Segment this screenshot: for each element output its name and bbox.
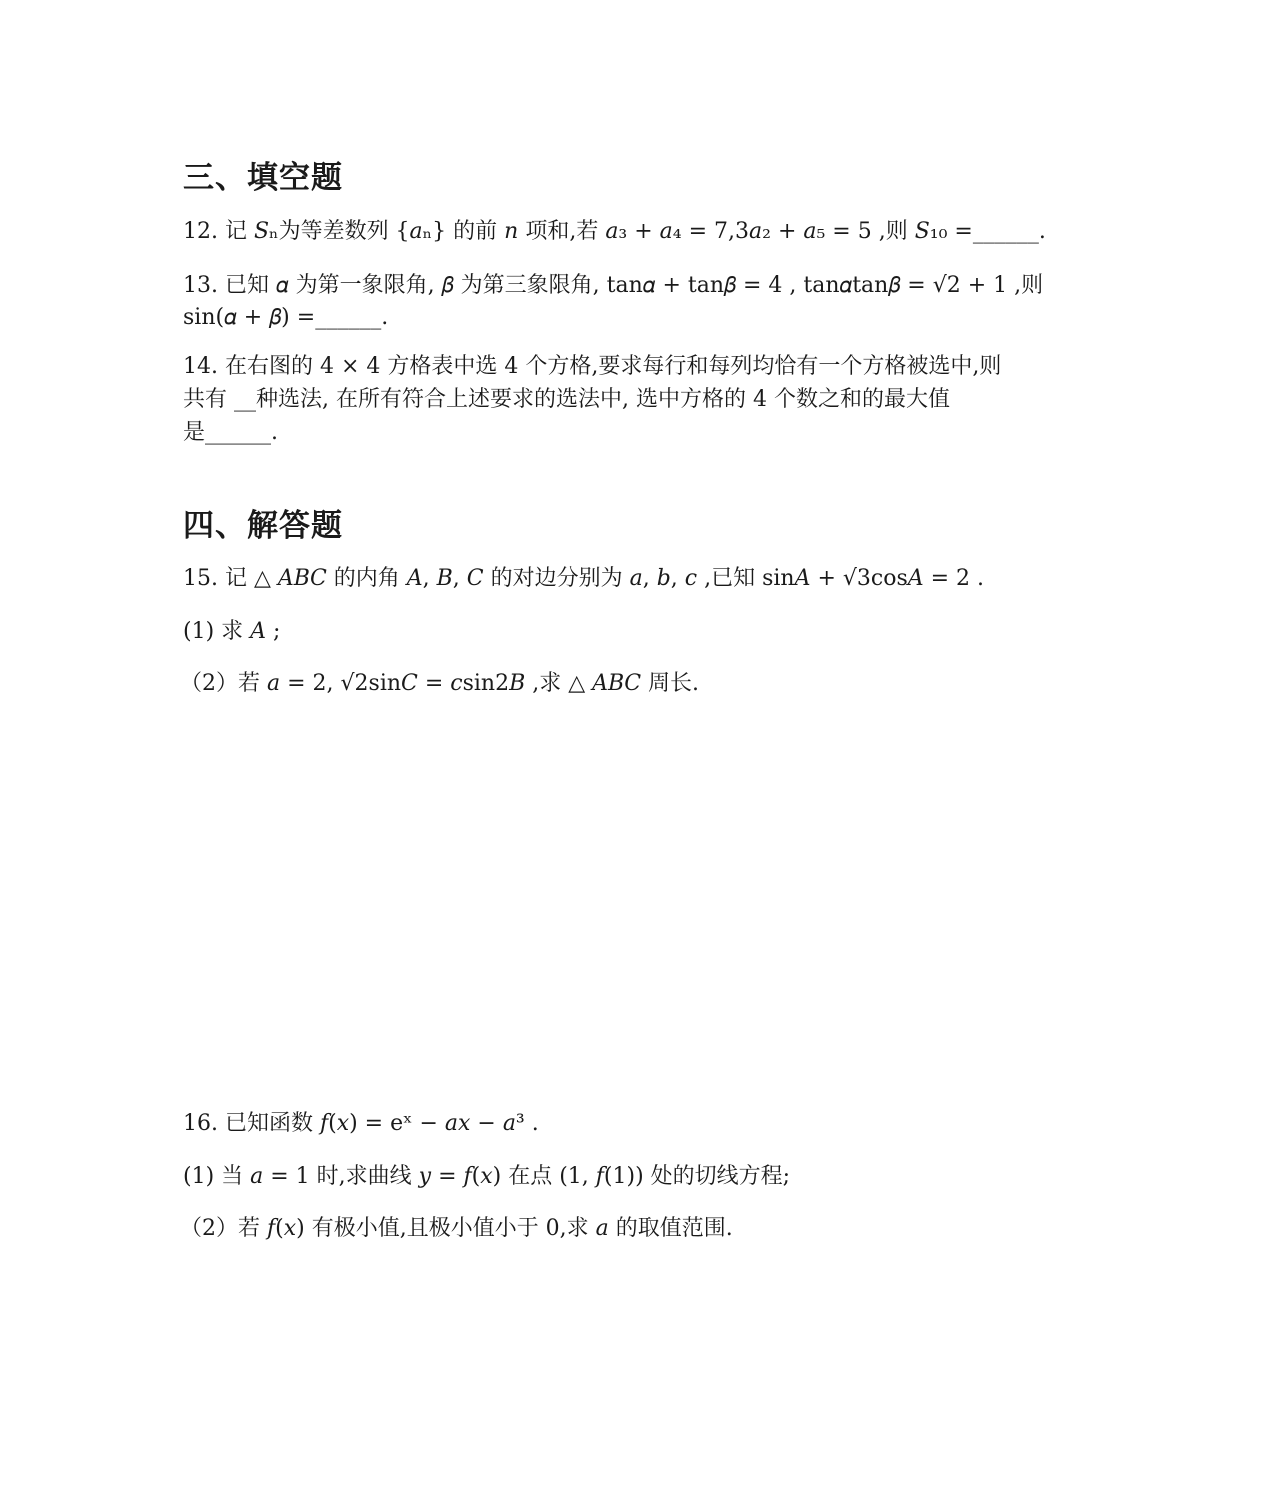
question-14-line-3: 是______. [183,420,278,445]
section-title-answer: 四、解答题 [183,508,343,544]
question-12: 12. 记 𝑆ₙ为等差数列 {𝑎ₙ} 的前 𝑛 项和,若 𝑎₃ + 𝑎₄ = 7,3𝑎₂ + 𝑎₅ = 5 ,则 𝑆₁₀ =______. [183,219,1046,244]
question-14-line-1: 14. 在右图的 4 × 4 方格表中选 4 个方格,要求每行和每列均恰有一个方格被选中,则 [183,354,1002,379]
question-13-line-2: sin(𝛼 + 𝛽) =______. [183,305,389,330]
question-16-part-1: (1) 当 𝑎 = 1 时,求曲线 𝑦 = 𝑓(𝑥) 在点 (1, 𝑓(1)) 处的切线方程; [183,1164,791,1189]
question-15: 15. 记 △ 𝐴𝐵𝐶 的内角 𝐴, 𝐵, 𝐶 的对边分别为 𝑎, 𝑏, 𝑐 ,已知 sin𝐴 + √3cos𝐴 = 2 . [183,566,985,591]
question-15-part-1: (1) 求 𝐴 ; [183,619,281,644]
question-14-line-2: 共有 __种选法, 在所有符合上述要求的选法中, 选中方格的 4 个数之和的最大值 [183,387,950,412]
section-title-fill-in: 三、填空题 [183,160,343,196]
question-16-part-2: （2）若 𝑓(𝑥) 有极小值,且极小值小于 0,求 𝑎 的取值范围. [180,1216,733,1241]
question-13-line-1: 13. 已知 𝛼 为第一象限角, 𝛽 为第三象限角, tan𝛼 + tan𝛽 = 4 , tan𝛼tan𝛽 = √2 + 1 ,则 [183,273,1044,298]
question-16: 16. 已知函数 𝑓(𝑥) = eˣ − 𝑎𝑥 − 𝑎³ . [183,1111,539,1136]
question-15-part-2: （2）若 𝑎 = 2, √2sin𝐶 = 𝑐sin2𝐵 ,求 △ 𝐴𝐵𝐶 周长. [180,671,700,696]
